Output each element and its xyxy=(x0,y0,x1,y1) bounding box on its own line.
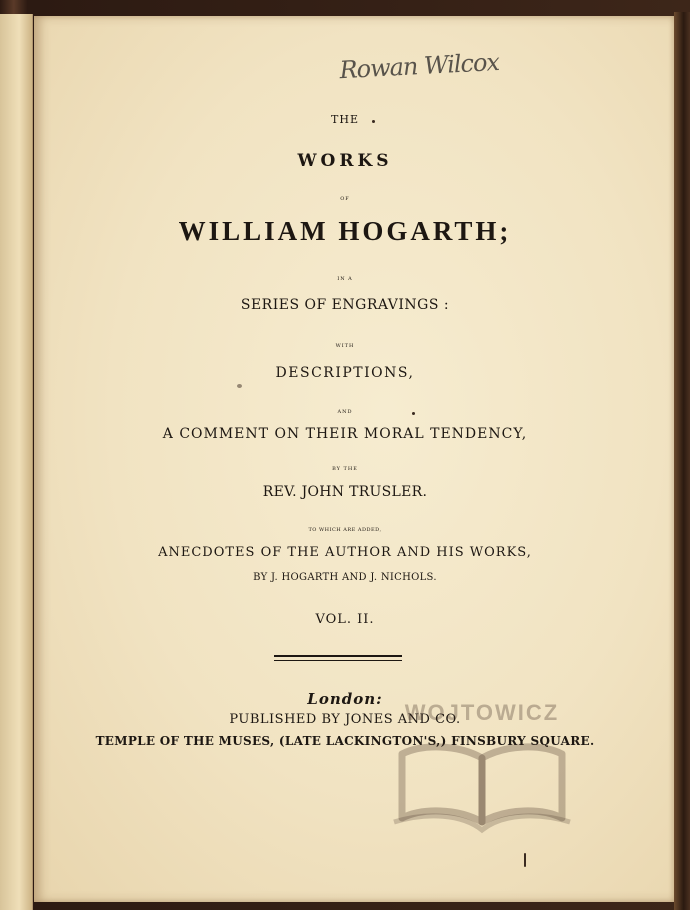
imprint-city: London: xyxy=(307,690,383,708)
facing-page-edge xyxy=(0,14,33,910)
watermark-text: WOJTOWICZ xyxy=(404,700,560,725)
title-anecdotes: ANECDOTES OF THE AUTHOR AND HIS WORKS, xyxy=(158,545,532,560)
title-series: SERIES OF ENGRAVINGS : xyxy=(240,297,450,313)
title-with: WITH xyxy=(335,343,355,349)
title-page xyxy=(34,16,674,902)
ink-speck xyxy=(237,384,242,388)
title-author: WILLIAM HOGARTH; xyxy=(178,216,512,246)
ink-speck xyxy=(372,120,375,123)
double-rule-bottom xyxy=(274,660,402,661)
ink-mark xyxy=(524,853,526,867)
imprint-address: TEMPLE OF THE MUSES, (LATE LACKINGTON'S,) FINSBURY SQUARE. xyxy=(95,734,595,748)
title-and: AND xyxy=(337,409,353,415)
title-comment: A COMMENT ON THEIR MORAL TENDENCY, xyxy=(162,426,528,442)
title-by-hogarth: BY J. HOGARTH AND J. NICHOLS. xyxy=(253,572,437,583)
double-rule-top xyxy=(274,655,402,657)
imprint-publisher: PUBLISHED BY JONES AND CO. xyxy=(229,712,461,727)
handwritten-inscription: Rowan Wilcox xyxy=(338,47,500,85)
title-descriptions: DESCRIPTIONS, xyxy=(275,365,415,381)
volume-number: VOL. II. xyxy=(315,612,375,627)
cover-edge xyxy=(674,12,690,910)
title-by-the: BY THE xyxy=(332,466,358,472)
title-the: THE xyxy=(331,113,359,126)
ink-speck xyxy=(412,412,415,415)
title-of: OF xyxy=(340,196,350,202)
title-in-a: IN A xyxy=(337,276,353,282)
title-editor: REV. JOHN TRUSLER. xyxy=(262,484,428,500)
title-works: WORKS xyxy=(297,151,393,171)
title-to-which: TO WHICH ARE ADDED, xyxy=(308,527,382,533)
